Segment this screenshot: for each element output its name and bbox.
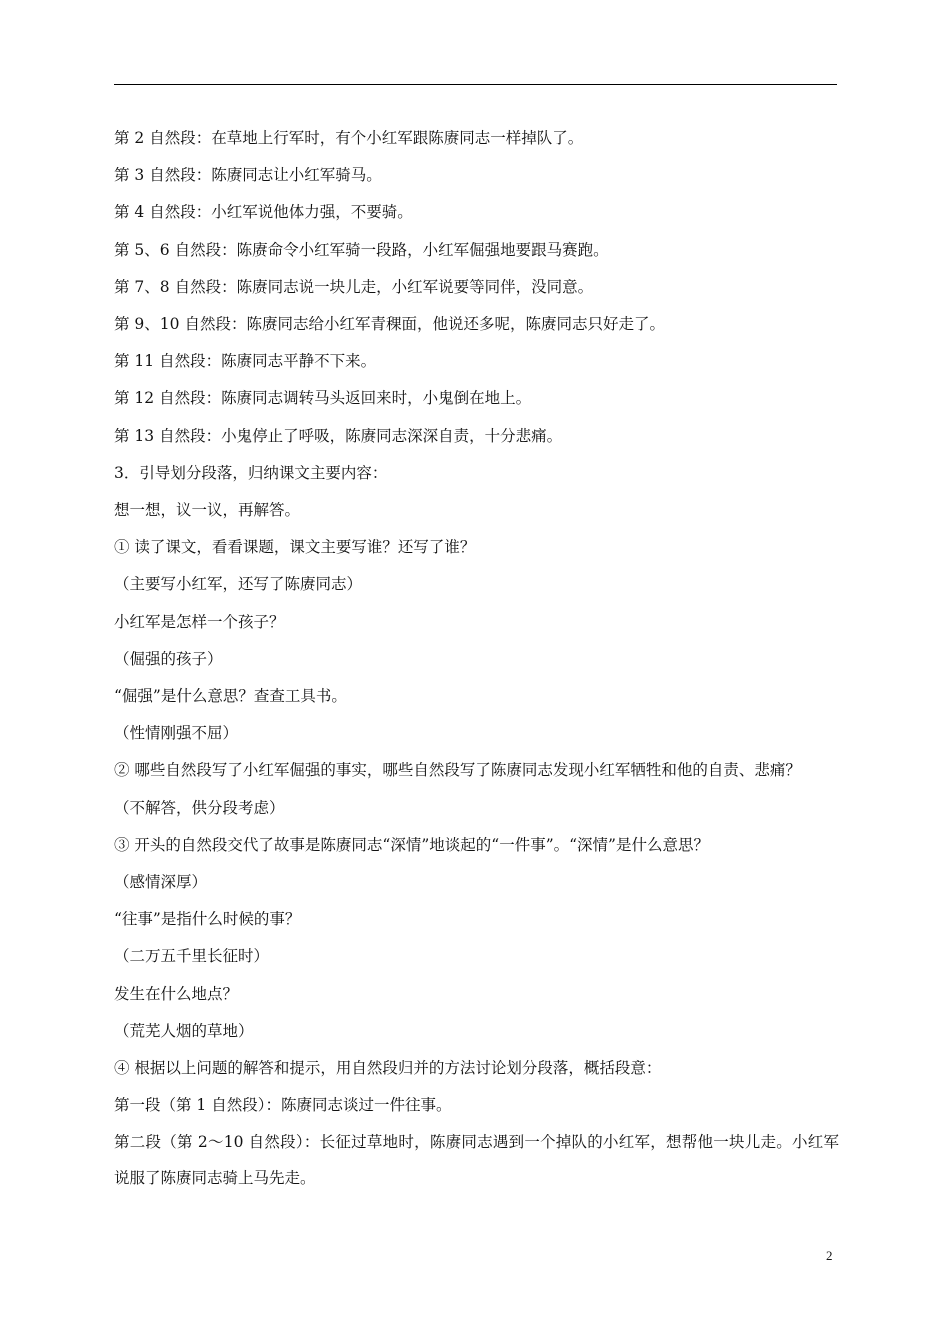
answer-line: （性情刚强不屈） — [114, 724, 239, 743]
question-3: ③ 开头的自然段交代了故事是陈赓同志“深情”地谈起的“一件事”。“深情”是什么意思？ — [114, 835, 709, 854]
paragraph-line: 第 3 自然段：陈赓同志让小红军骑马。 — [114, 166, 382, 185]
paragraph-line: 想一想，议一议，再解答。 — [114, 501, 301, 520]
question-4: ④ 根据以上问题的解答和提示，用自然段归并的方法讨论划分段落，概括段意： — [114, 1059, 662, 1078]
paragraph-line: 第 4 自然段：小红军说他体力强，不要骑。 — [114, 203, 413, 222]
document-body — [114, 120, 839, 1196]
answer-line: （主要写小红军，还写了陈赓同志） — [114, 575, 363, 594]
paragraph-line: 第 11 自然段：陈赓同志平静不下来。 — [114, 352, 377, 371]
answer-line: （二万五千里长征时） — [114, 947, 270, 966]
paragraph-line: “往事”是指什么时候的事？ — [114, 910, 301, 929]
header-rule — [114, 84, 837, 85]
answer-line: （荒芜人烟的草地） — [114, 1021, 254, 1040]
question-1: ① 读了课文，看看课题，课文主要写谁？还写了谁？ — [114, 538, 476, 557]
paragraph-line: 第 7、8 自然段：陈赓同志说一块儿走，小红军说要等同伴，没同意。 — [114, 277, 594, 296]
paragraph-line: 第 13 自然段：小鬼停止了呼吸，陈赓同志深深自责，十分悲痛。 — [114, 426, 563, 445]
paragraph-line: 小红军是怎样一个孩子？ — [114, 612, 285, 631]
answer-line: （感情深厚） — [114, 873, 208, 892]
answer-line: （倔强的孩子） — [114, 649, 223, 668]
question-2: ② 哪些自然段写了小红军倔强的事实，哪些自然段写了陈赓同志发现小红军牺牲和他的自责、悲痛？ — [114, 761, 801, 780]
paragraph-line: 第 12 自然段：陈赓同志调转马头返回来时，小鬼倒在地上。 — [114, 389, 532, 408]
page-number: 2 — [826, 1248, 833, 1263]
paragraph-line: 发生在什么地点？ — [114, 984, 239, 1003]
section-summary: 第一段（第 1 自然段）：陈赓同志谈过一件往事。 — [114, 1096, 452, 1115]
paragraph-line: 第 5、6 自然段：陈赓命令小红军骑一段路，小红军倔强地要跟马赛跑。 — [114, 240, 609, 259]
paragraph-line: 第 2 自然段：在草地上行军时，有个小红军跟陈赓同志一样掉队了。 — [114, 129, 584, 147]
paragraph-line: “倔强”是什么意思？查查工具书。 — [114, 687, 347, 706]
section-heading: 3．引导划分段落，归纳课文主要内容： — [114, 463, 388, 482]
paragraph-line: 第 9、10 自然段：陈赓同志给小红军青稞面，他说还多呢，陈赓同志只好走了。 — [114, 315, 665, 334]
section-summary: 第二段（第 2～10 自然段）：长征过草地时，陈赓同志遇到一个掉队的小红军，想帮他一块儿走。小红军说服了陈赓同志骑上马先走。 — [114, 1133, 839, 1188]
answer-line: （不解答，供分段考虑） — [114, 798, 285, 817]
